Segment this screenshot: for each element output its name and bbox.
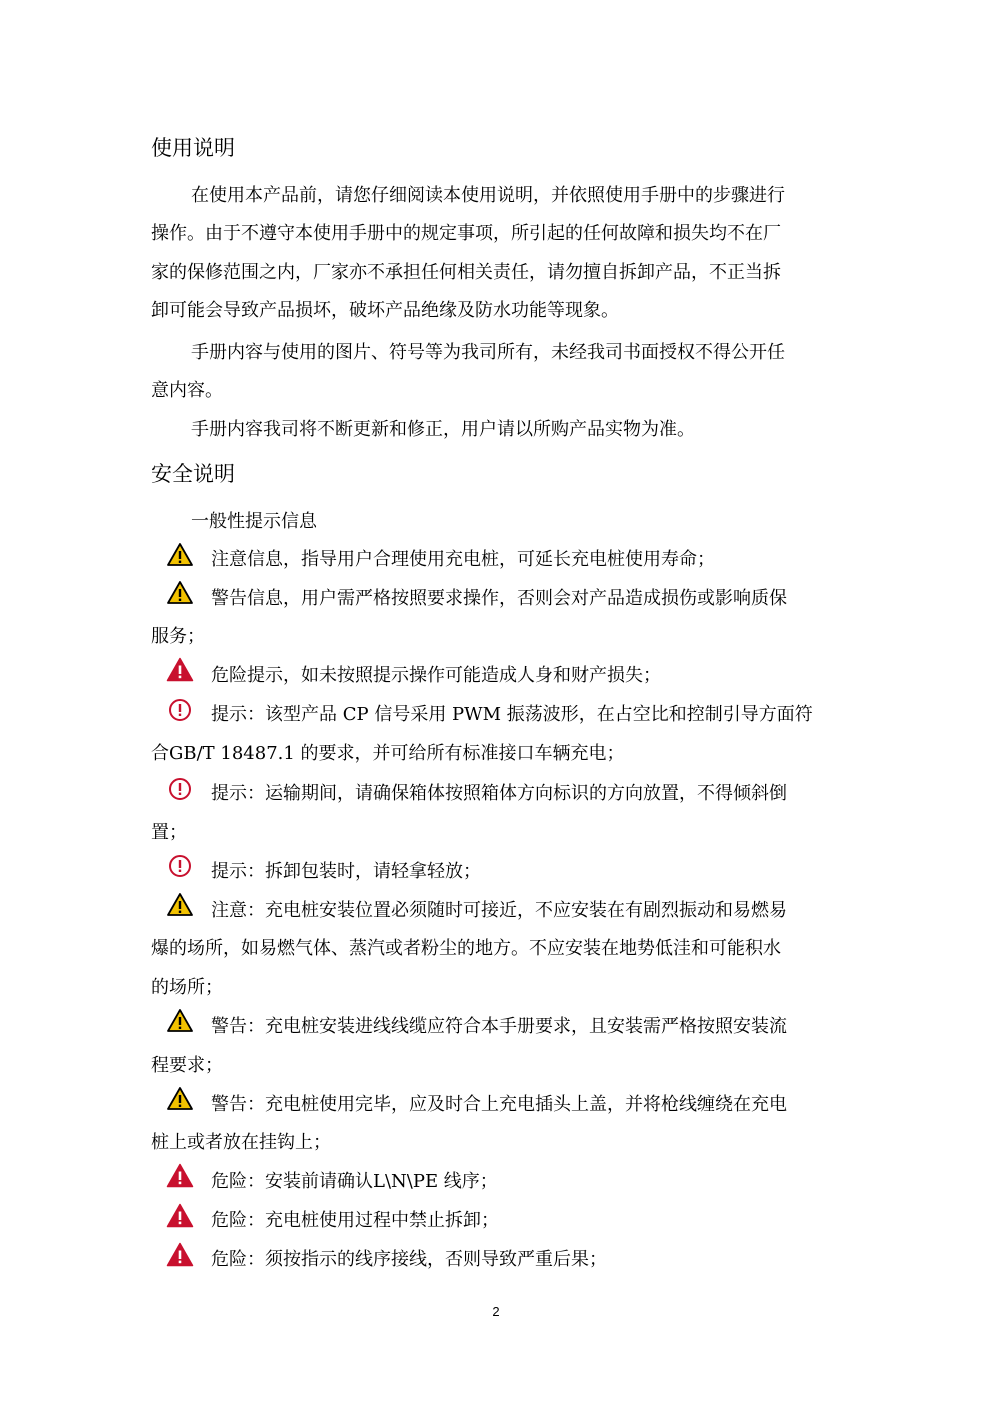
caution-triangle-icon	[166, 542, 194, 568]
safety-item-text: 注意信息，指导用户合理使用充电桩，可延长充电桩使用寿命；	[211, 549, 715, 570]
safety-item-text: 程要求；	[151, 1055, 223, 1076]
danger-triangle-icon	[166, 1242, 194, 1268]
safety-item-text: 注意：充电桩安装位置必须随时可接近，不应安装在有剧烈振动和易燃易	[211, 900, 787, 921]
safety-item-text: 置；	[151, 822, 187, 843]
danger-triangle-icon	[166, 1163, 194, 1189]
paragraph-line: 家的保修范围之内，厂家亦不承担任何相关责任，请勿擅自拆卸产品，不正当拆	[151, 262, 781, 283]
safety-item-text: 危险：须按指示的线序接线，否则导致严重后果；	[211, 1249, 607, 1270]
safety-item-text: 危险：充电桩使用过程中禁止拆卸；	[211, 1210, 499, 1231]
paragraph-line: 手册内容与使用的图片、符号等为我司所有，未经我司书面授权不得公开任	[191, 342, 785, 363]
section-heading-safety: 安全说明	[151, 462, 235, 486]
safety-item-text: 提示：拆卸包装时，请轻拿轻放；	[211, 861, 481, 882]
subheading-general-info: 一般性提示信息	[191, 511, 317, 532]
danger-triangle-icon	[166, 657, 194, 683]
caution-triangle-icon	[166, 892, 194, 918]
info-circle-icon	[166, 697, 194, 723]
safety-item-text: 桩上或者放在挂钩上；	[151, 1132, 331, 1153]
safety-item-text: 的场所；	[151, 977, 223, 998]
caution-triangle-icon	[166, 580, 194, 606]
safety-item-text: 爆的场所，如易燃气体、蒸汽或者粉尘的地方。不应安装在地势低洼和可能积水	[151, 938, 781, 959]
safety-item-text: 提示：该型产品 CP 信号采用 PWM 振荡波形，在占空比和控制引导方面符	[211, 704, 813, 725]
safety-item-text: 警告信息，用户需严格按照要求操作，否则会对产品造成损伤或影响质保	[211, 588, 787, 609]
safety-item-text: 危险：安装前请确认L\N\PE 线序；	[211, 1171, 498, 1192]
paragraph-line: 卸可能会导致产品损坏，破坏产品绝缘及防水功能等现象。	[151, 300, 619, 321]
safety-item-text: 警告：充电桩安装进线线缆应符合本手册要求，且安装需严格按照安装流	[211, 1016, 787, 1037]
paragraph-line: 手册内容我司将不断更新和修正，用户请以所购产品实物为准。	[191, 419, 695, 440]
danger-triangle-icon	[166, 1203, 194, 1229]
safety-item-text: 危险提示，如未按照提示操作可能造成人身和财产损失；	[211, 665, 661, 686]
safety-item-text: 合GB/T 18487.1 的要求，并可给所有标准接口车辆充电；	[151, 743, 625, 764]
paragraph-line: 操作。由于不遵守本使用手册中的规定事项，所引起的任何故障和损失均不在厂	[151, 223, 781, 244]
safety-item-text: 服务；	[151, 626, 205, 647]
info-circle-icon	[166, 853, 194, 879]
caution-triangle-icon	[166, 1086, 194, 1112]
page-number: 2	[492, 1304, 500, 1319]
paragraph-line: 意内容。	[151, 380, 223, 401]
caution-triangle-icon	[166, 1008, 194, 1034]
safety-item-text: 提示：运输期间，请确保箱体按照箱体方向标识的方向放置，不得倾斜倒	[211, 783, 787, 804]
safety-item-text: 警告：充电桩使用完毕，应及时合上充电插头上盖，并将枪线缠绕在充电	[211, 1094, 787, 1115]
info-circle-icon	[166, 776, 194, 802]
paragraph-line: 在使用本产品前，请您仔细阅读本使用说明，并依照使用手册中的步骤进行	[191, 185, 785, 206]
section-heading-usage: 使用说明	[151, 136, 235, 160]
